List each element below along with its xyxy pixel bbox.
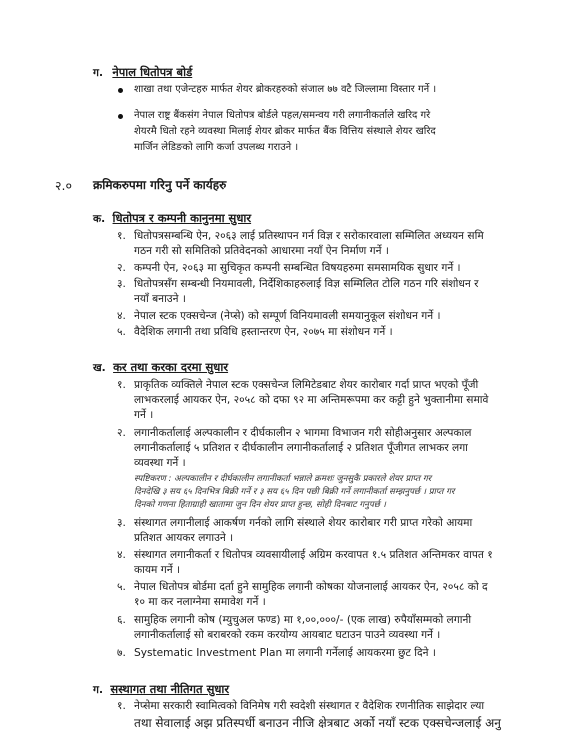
item-line: नेप्सेमा सरकारी स्वामित्वको विनिमेष गरी स्वदेशी संस्थागत र वैदेशिक रणनीतिक साझेदार ल्या bbox=[134, 700, 485, 712]
item-line: १० मा कर नलाग्नेमा समावेश गर्ने । bbox=[134, 596, 266, 608]
subsection-title: कर तथा करका दरमा सुधार bbox=[113, 360, 229, 374]
paragraph-line: शाखा तथा एजेन्टहरु मार्फत शेयर ब्रोकरहरुको संजाल ७७ वटै जिल्लामा विस्तार गर्ने । bbox=[134, 84, 437, 95]
item-line: कम्पनी ऐन, २०६३ मा सुचिकृत कम्पनी सम्बन्धित विषयहरुमा समसामयिक सुधार गर्ने । bbox=[134, 262, 461, 274]
clarification-note: दिनको गणना हिताग्राही खातामा जुन दिन शेयर प्राप्त हुन्छ, सोही दिनबाट गनुपर्छ । bbox=[134, 500, 386, 510]
item-line: धितोपत्रसँग सम्बन्धी नियमावली, निर्देशिकाहरुलाई विज्ञ सम्मिलित टोलि गठन गरि संशोधन र bbox=[134, 278, 479, 290]
item-line: लगानीकर्तालाई अल्पकालीन र दीर्घकालीन २ भागमा विभाजन गरी सोहीअनुसार अल्पकाल bbox=[134, 427, 472, 439]
item-number: २. bbox=[117, 427, 126, 439]
item-line: Systematic Investment Plan मा लगानी गर्नेलाई आयकरमा छुट दिने । bbox=[134, 647, 436, 659]
item-number: ५. bbox=[117, 581, 126, 593]
subsection-label: ग. bbox=[93, 684, 103, 696]
item-line: नेपाल धितोपत्र बोर्डमा दर्ता हुने सामुहिक लगानी कोषका योजनालाई आयकर ऐन, २०५८ को द bbox=[134, 581, 488, 593]
item-line: प्राकृतिक व्यक्तिले नेपाल स्टक एक्सचेन्ज लिमिटेडबाट शेयर कारोबार गर्दा प्राप्त भएको पूँजी bbox=[134, 379, 479, 391]
subsection-ga-bottom-heading bbox=[93, 683, 229, 697]
item-line: प्रतिशत आयकर लगाउने । bbox=[134, 532, 234, 544]
item-number: ४. bbox=[117, 549, 126, 561]
section-label: ग. bbox=[93, 67, 103, 79]
clarification-note: दिनदेखि ३ सय ६५ दिनभित्र बिक्री गर्ने र ३ सय ६५ दिन पछी बिक्री गर्ने लगानीकर्ता सम्झनुपर्छ । प्राप्त गर bbox=[134, 487, 455, 497]
section-title: नेपाल धितोपत्र बोर्ड bbox=[112, 65, 193, 79]
bullet-icon bbox=[118, 88, 123, 93]
item-line: तथा सेवालाई अझ प्रतिस्पर्धी बनाउन नीजि क्षेत्रबाट अर्को नयाँ स्टक एक्सचेन्जलाई अनु bbox=[134, 716, 501, 730]
item-number: १. bbox=[117, 700, 126, 712]
item-number: ३. bbox=[117, 278, 126, 290]
item-number: ६. bbox=[117, 614, 126, 626]
item-number: ७. bbox=[117, 647, 126, 659]
item-line: कायम गर्ने । bbox=[134, 564, 180, 576]
subsection-title: धितोपत्र र कम्पनी कानुनमा सुधार bbox=[112, 211, 252, 225]
item-line: व्यवस्था गर्ने । bbox=[134, 457, 186, 469]
section-number: २.० bbox=[55, 178, 72, 193]
clarification-note: स्पष्टिकरण : अल्पकालीन र दीर्घकालीन लगानीकर्ता भन्नाले क्रमशः जुनसुकै प्रकारले शेयर प्राप्त गर bbox=[134, 474, 432, 484]
item-number: ३. bbox=[117, 517, 126, 529]
item-line: लाभकरलाई आयकर ऐन, २०५८ को दफा ९२ मा अन्तिमरूपमा कर कट्टी हुने भुक्तानीमा समावे bbox=[134, 394, 489, 406]
subsection-label: ख. bbox=[93, 362, 106, 374]
item-line: सामुहिक लगानी कोष (म्युचुअल फण्ड) मा १,००,०००/- (एक लाख) रुपैयाँसम्मको लगानी bbox=[134, 614, 472, 626]
item-line: लगानीकर्तालाई सो बराबरको रकम करयोग्य आयबाट घटाउन पाउने व्यवस्था गर्ने । bbox=[134, 629, 441, 641]
section-title: क्रमिकरुपमा गरिनु पर्ने कार्यहरु bbox=[93, 178, 227, 192]
item-line: नेपाल स्टक एक्सचेन्ज (नेप्से) को सम्पूर्ण विनियमावली समयानुकूल संशोधन गर्ने । bbox=[134, 310, 441, 322]
paragraph-line: मार्जिन लेडिङको लागि कर्जा उपलब्ध गराउने । bbox=[134, 142, 299, 153]
paragraph-line: नेपाल राष्ट्र बैंकसंग नेपाल धितोपत्र बोर्डले पहल/समन्वय गरी लगानीकर्ताले खरिद गरे bbox=[134, 110, 431, 121]
bullet-icon bbox=[118, 114, 123, 119]
section-ga-top-heading bbox=[93, 66, 192, 80]
item-line: संस्थागत लगानीलाई आकर्षण गर्नको लागि संस्थाले शेयर कारोबार गरी प्राप्त गरेको आयमा bbox=[134, 517, 473, 529]
item-number: ५. bbox=[117, 326, 126, 338]
item-number: ४. bbox=[117, 310, 126, 322]
item-number: १. bbox=[117, 230, 126, 242]
item-number: २. bbox=[117, 262, 126, 274]
item-number: १. bbox=[117, 379, 126, 391]
item-line: गर्ने । bbox=[134, 409, 154, 421]
subsection-kha-heading bbox=[93, 361, 228, 375]
item-line: संस्थागत लगानीकर्ता र धितोपत्र व्यवसायीलाई अग्रिम करवापत १.५ प्रतिशत अन्तिमकर वापत १ bbox=[134, 549, 493, 561]
subsection-label: क. bbox=[93, 213, 106, 225]
paragraph-line: शेयरमै धितो रहने व्यवस्था मिलाई शेयर ब्रोकर मार्फत बैंक वित्तिय संस्थाले शेयर खरिद bbox=[134, 126, 436, 137]
item-line: नयाँ बनाउने । bbox=[134, 293, 186, 305]
subsection-title: सस्थागत तथा नीतिगत सुधार bbox=[110, 682, 230, 696]
subsection-ka-heading bbox=[93, 212, 251, 226]
item-line: वैदेशिक लगानी तथा प्रविधि हस्तान्तरण ऐन, २०७५ मा संशोधन गर्ने । bbox=[134, 326, 393, 338]
item-line: गठन गरी सो समितिको प्रतिवेदनको आधारमा नयाँ ऐन निर्माण गर्ने । bbox=[134, 245, 389, 257]
item-line: लगानीकर्तालाई ५ प्रतिशत र दीर्घकालीन लगानीकर्तालाई २ प्रतिशत पूँजीगत लाभकर लगा bbox=[134, 442, 468, 454]
item-line: धितोपत्रसम्बन्धि ऐन, २०६३ लाई प्रतिस्थापन गर्न विज्ञ र सरोकारवाला सम्मिलित अध्ययन समि bbox=[134, 230, 484, 242]
